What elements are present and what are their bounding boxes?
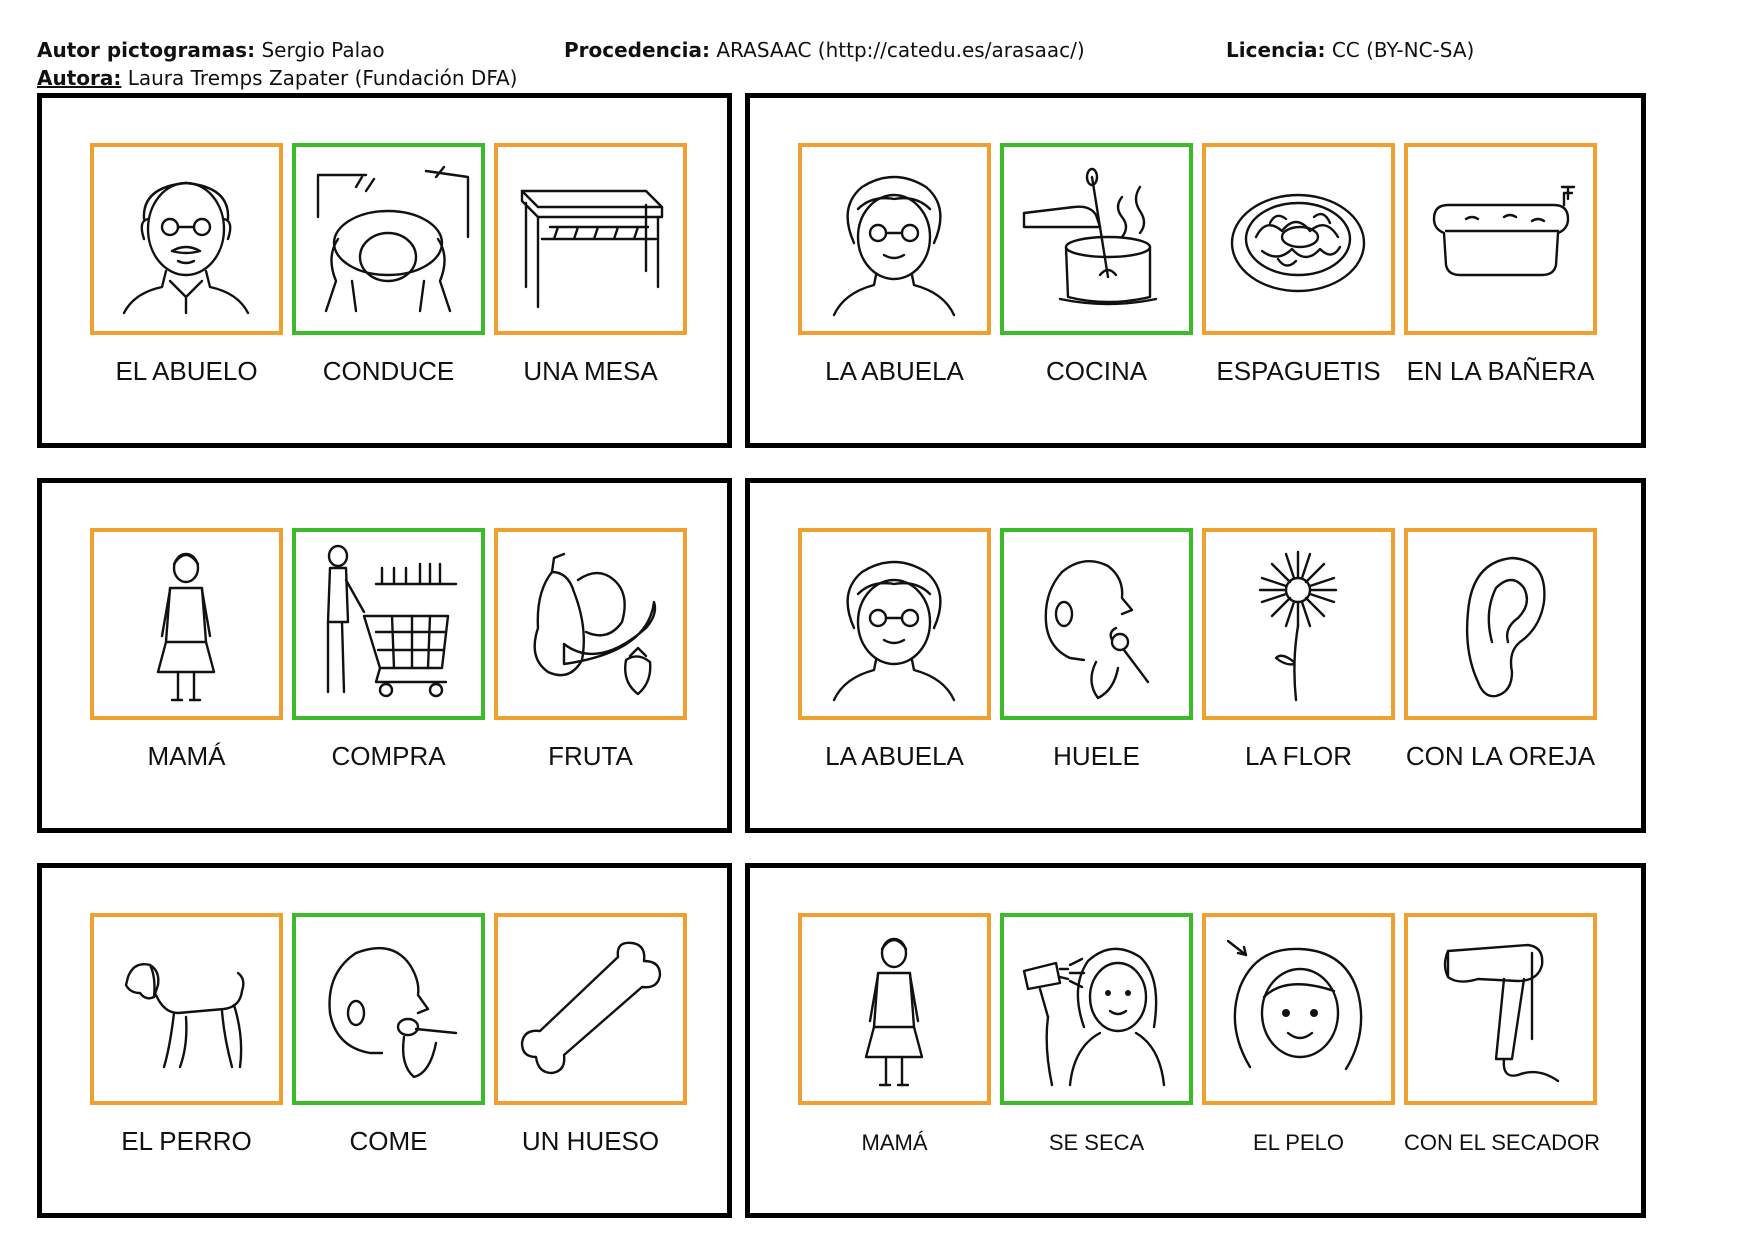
spaghetti-icon: [1206, 147, 1391, 331]
grandfather-icon: [94, 147, 279, 331]
shopping-cart-icon: [296, 532, 481, 716]
table-icon: [498, 147, 683, 331]
pictogram-card: [494, 143, 687, 335]
pictogram-card: [1404, 913, 1597, 1105]
pictogram-card: [1202, 913, 1395, 1105]
card-label: SE SECA: [1048, 1130, 1145, 1155]
hairdryer-icon: [1408, 917, 1593, 1101]
driving-icon: [296, 147, 481, 331]
credit-authoress: [37, 64, 518, 92]
credit-license: [1226, 36, 1474, 64]
credit-author: [37, 36, 385, 64]
pictogram-card: [292, 143, 485, 335]
hair-icon: [1206, 917, 1391, 1101]
smelling-icon: [1004, 532, 1189, 716]
eating-icon: [296, 917, 481, 1101]
card-label: EL ABUELO: [115, 356, 258, 386]
card-label: EN LA BAÑERA: [1406, 356, 1595, 386]
card-label: HUELE: [1053, 741, 1140, 771]
pictogram-card: [798, 913, 991, 1105]
card-label: CONDUCE: [322, 356, 455, 386]
pictogram-card: [90, 143, 283, 335]
pictogram-card: [1202, 528, 1395, 720]
ear-icon: [1408, 532, 1593, 716]
flower-icon: [1206, 532, 1391, 716]
grandmother-icon: [802, 532, 987, 716]
pictogram-card: [798, 143, 991, 335]
sentence-panel-4: [745, 478, 1646, 833]
cooking-pot-icon: [1004, 147, 1189, 331]
bathtub-icon: [1408, 147, 1593, 331]
credit-authoress-value: Laura Tremps Zapater (Fundación DFA): [121, 66, 518, 90]
credit-author-label: Autor pictogramas:: [37, 38, 256, 62]
sentence-panel-3: [37, 478, 732, 833]
card-label: COCINA: [1045, 356, 1148, 386]
woman-icon: [94, 532, 279, 716]
card-label: MAMÁ: [861, 1130, 928, 1155]
card-label: CON LA OREJA: [1405, 741, 1596, 771]
card-label: FRUTA: [548, 741, 633, 771]
sentence-panel-6: [745, 863, 1646, 1218]
credit-license-value: CC (BY-NC-SA): [1325, 38, 1475, 62]
card-label: COME: [349, 1126, 428, 1156]
card-label: LA ABUELA: [825, 741, 964, 771]
credit-source: [564, 36, 1085, 64]
woman-icon: [802, 917, 987, 1101]
pictogram-card: [494, 913, 687, 1105]
credit-author-value: Sergio Palao: [255, 38, 385, 62]
pictogram-card: [1202, 143, 1395, 335]
card-label: CON EL SECADOR: [1404, 1130, 1601, 1155]
sentence-panel-5: [37, 863, 732, 1218]
bone-icon: [498, 917, 683, 1101]
card-label: ESPAGUETIS: [1216, 356, 1381, 386]
pictogram-card: [292, 913, 485, 1105]
pictogram-card: [90, 528, 283, 720]
card-label: UN HUESO: [521, 1126, 660, 1156]
credit-source-value: ARASAAC (http://catedu.es/arasaac/): [710, 38, 1085, 62]
card-label: LA FLOR: [1245, 741, 1352, 771]
pictogram-card: [1000, 143, 1193, 335]
pictogram-card: [1404, 143, 1597, 335]
credit-authoress-label: Autora:: [37, 66, 122, 90]
card-label: UNA MESA: [523, 356, 658, 386]
pictogram-card: [798, 528, 991, 720]
grandmother-icon: [802, 147, 987, 331]
credit-source-label: Procedencia:: [564, 38, 711, 62]
card-label: COMPRA: [331, 741, 446, 771]
sentence-panel-1: [37, 93, 732, 448]
sentence-panel-2: [745, 93, 1646, 448]
pictogram-card: [1000, 913, 1193, 1105]
credit-license-label: Licencia:: [1226, 38, 1326, 62]
card-label: EL PERRO: [121, 1126, 252, 1156]
fruit-icon: [498, 532, 683, 716]
pictogram-card: [1404, 528, 1597, 720]
card-label: LA ABUELA: [825, 356, 964, 386]
pictogram-card: [292, 528, 485, 720]
pictogram-card: [1000, 528, 1193, 720]
drying-hair-icon: [1004, 917, 1189, 1101]
dog-icon: [94, 917, 279, 1101]
pictogram-card: [90, 913, 283, 1105]
card-label: EL PELO: [1253, 1130, 1344, 1155]
card-label: MAMÁ: [147, 741, 226, 771]
pictogram-card: [494, 528, 687, 720]
